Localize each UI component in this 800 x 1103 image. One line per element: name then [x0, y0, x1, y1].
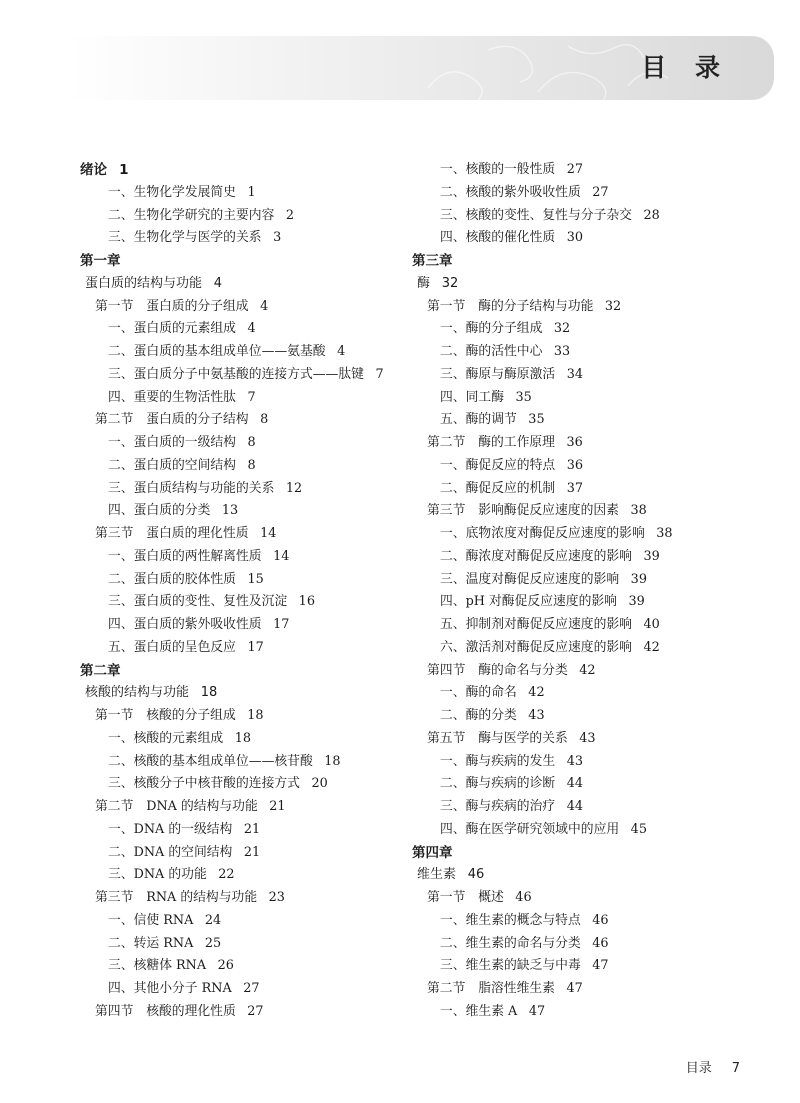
toc-entry-page: 8	[247, 457, 256, 473]
toc-entry[interactable]	[80, 682, 425, 705]
toc-entry-page: 36	[566, 435, 583, 450]
toc-entry-title: 一、蛋白质的一级结构	[108, 435, 236, 450]
toc-entry[interactable]	[412, 455, 757, 478]
toc-entry[interactable]	[80, 205, 425, 228]
toc-entry-title: 三、酶原与酶原激活	[440, 366, 556, 382]
toc-entry[interactable]	[412, 387, 757, 410]
toc-entry-page: 18	[324, 753, 341, 769]
toc-entry-title: 一、酶的分子组成	[440, 321, 543, 337]
toc-entry-page: 47	[566, 981, 583, 996]
toc-entry[interactable]	[412, 364, 757, 387]
toc-entry-page: 30	[566, 230, 583, 246]
toc-entry[interactable]	[80, 227, 425, 250]
toc-entry[interactable]	[412, 682, 757, 705]
toc-entry-title: 六、激活剂对酶促反应速度的影响	[440, 639, 632, 655]
toc-entry[interactable]	[412, 864, 757, 887]
toc-entry-title: 二、核酸的基本组成单位——核苷酸	[108, 753, 313, 769]
toc-entry-title: 一、维生素的概念与特点	[440, 912, 581, 928]
toc-entry-page: 21	[243, 844, 261, 860]
toc-entry[interactable]	[80, 705, 425, 728]
toc-entry[interactable]	[412, 978, 757, 1001]
toc-entry-title: 三、蛋白质结构与功能的关系	[108, 480, 275, 496]
toc-entry[interactable]	[412, 205, 757, 228]
toc-entry[interactable]	[80, 910, 425, 933]
toc-entry-title: 五、酶的调节	[440, 412, 517, 428]
toc-entry-page: 17	[247, 639, 264, 655]
toc-entry-title: 第四章	[412, 844, 453, 861]
toc-entry-page: 43	[566, 753, 583, 769]
page-number: 7	[731, 1061, 740, 1076]
toc-entry-title: 一、酶促反应的特点	[440, 457, 556, 473]
toc-entry-title: 第二节 DNA 的结构与功能	[95, 799, 258, 814]
toc-entry[interactable]	[412, 955, 757, 978]
toc-entry-page: 4	[213, 275, 222, 291]
toc-entry[interactable]	[80, 591, 425, 614]
toc-entry-title: 四、重要的生物活性肽	[108, 389, 236, 405]
toc-entry-title: 四、蛋白质的紫外吸收性质	[108, 617, 262, 632]
toc-entry-page: 32	[604, 298, 622, 314]
toc-entry[interactable]	[412, 751, 757, 774]
toc-entry-page: 12	[285, 480, 303, 496]
toc-entry-page: 8	[260, 412, 269, 428]
toc-entry-title: 三、核酸的变性、复性与分子杂交	[440, 207, 632, 223]
toc-entry[interactable]	[80, 364, 425, 387]
toc-entry-page: 13	[221, 503, 239, 519]
toc-entry[interactable]	[80, 250, 425, 273]
toc-entry-page: 47	[592, 958, 609, 974]
toc-entry-page: 33	[553, 344, 571, 359]
toc-entry[interactable]	[412, 569, 757, 592]
toc-entry-title: 第三节 蛋白质的理化性质	[95, 526, 249, 541]
toc-entry-page: 47	[528, 1003, 546, 1019]
toc-entry-page: 28	[643, 207, 660, 223]
toc-entry-page: 44	[566, 776, 583, 792]
toc-entry-page: 2	[285, 207, 295, 223]
toc-entry-page: 39	[643, 548, 660, 564]
toc-entry[interactable]	[412, 660, 757, 683]
toc-entry-title: 蛋白质的结构与功能	[85, 275, 203, 291]
toc-entry-page: 38	[630, 503, 647, 519]
toc-entry[interactable]	[412, 296, 757, 319]
toc-entry-page: 18	[234, 730, 251, 746]
toc-entry-title: 一、酶与疾病的发生	[440, 753, 556, 769]
toc-entry-title: 一、核酸的元素组成	[108, 730, 224, 746]
toc-entry-page: 1	[119, 162, 129, 178]
toc-entry-page: 24	[204, 912, 222, 928]
toc-entry[interactable]	[412, 478, 757, 501]
toc-entry[interactable]	[80, 978, 425, 1001]
toc-entry[interactable]	[412, 910, 757, 933]
toc-entry-page: 37	[566, 480, 583, 496]
toc-entry-title: 酶	[417, 275, 431, 291]
page-title: 目 录	[641, 53, 730, 82]
toc-entry[interactable]	[412, 182, 757, 205]
toc-entry-title: 一、生物化学发展简史	[108, 184, 236, 200]
toc-entry-title: 一、维生素 A	[440, 1003, 518, 1019]
toc-entry-title: 第一节 核酸的分子组成	[95, 708, 236, 723]
toc-entry-page: 46	[592, 935, 609, 951]
toc-entry[interactable]	[412, 819, 757, 842]
toc-entry-page: 35	[515, 389, 532, 405]
toc-entry-title: 二、酶的活性中心	[440, 344, 543, 359]
toc-entry[interactable]	[412, 500, 757, 523]
toc-entry-page: 39	[630, 571, 647, 587]
toc-entry-page: 21	[243, 821, 261, 837]
header-banner	[68, 36, 774, 100]
toc-entry[interactable]	[80, 432, 425, 455]
toc-entry-page: 46	[467, 867, 485, 883]
toc-entry-title: 四、酶在医学研究领域中的应用	[440, 821, 620, 837]
toc-entry-page: 42	[528, 685, 545, 701]
toc-entry[interactable]	[412, 250, 757, 273]
toc-entry-title: 第五节 酶与医学的关系	[427, 730, 568, 746]
toc-entry-page: 17	[273, 617, 290, 632]
page-footer	[686, 1057, 740, 1076]
toc-entry-page: 44	[566, 799, 583, 814]
toc-entry-title: 第一节 酶的分子结构与功能	[427, 298, 594, 314]
toc-entry[interactable]	[80, 296, 425, 319]
toc-entry-title: 第二节 脂溶性维生素	[427, 981, 555, 996]
toc-entry-title: 三、DNA 的功能	[108, 867, 207, 883]
toc-entry-page: 42	[579, 662, 596, 678]
toc-entry-title: 第二章	[80, 662, 121, 679]
toc-entry-title: 一、DNA 的一级结构	[108, 821, 233, 837]
toc-entry-title: 二、酶与疾病的诊断	[440, 776, 556, 792]
toc-entry-title: 第四节 酶的命名与分类	[427, 662, 568, 678]
toc-entry[interactable]	[412, 728, 757, 751]
toc-entry-title: 一、信使 RNA	[108, 912, 194, 928]
toc-entry-page: 32	[441, 275, 459, 291]
toc-entry-page: 40	[643, 617, 660, 632]
toc-entry-title: 三、生物化学与医学的关系	[108, 230, 262, 246]
toc-entry-title: 四、蛋白质的分类	[108, 503, 211, 519]
toc-entry-title: 二、维生素的命名与分类	[440, 935, 581, 951]
toc-entry[interactable]	[80, 660, 425, 683]
toc-entry-title: 核酸的结构与功能	[85, 685, 190, 701]
toc-entry[interactable]	[80, 409, 425, 432]
toc-entry[interactable]	[412, 887, 757, 910]
toc-entry-page: 8	[247, 435, 256, 450]
toc-entry-title: 第二节 酶的工作原理	[427, 435, 555, 450]
toc-entry-title: 二、蛋白质的基本组成单位——氨基酸	[108, 344, 326, 359]
toc-entry[interactable]	[412, 705, 757, 728]
toc-entry-title: 一、蛋白质的两性解离性质	[108, 548, 262, 564]
toc-entry[interactable]	[80, 182, 425, 205]
toc-entry[interactable]	[412, 637, 757, 660]
toc-entry-page: 15	[247, 571, 264, 587]
toc-entry-title: 二、酶浓度对酶促反应速度的影响	[440, 548, 632, 564]
toc-entry-title: 第一节 蛋白质的分子组成	[95, 298, 249, 314]
toc-entry-page: 39	[628, 594, 645, 610]
toc-entry-title: 二、DNA 的空间结构	[108, 844, 233, 860]
toc-entry-page: 3	[273, 230, 282, 246]
toc-entry-title: 三、维生素的缺乏与中毒	[440, 958, 581, 974]
toc-entry-page: 1	[247, 184, 256, 200]
toc-entry[interactable]	[80, 614, 425, 637]
footer-label: 目录	[685, 1061, 712, 1076]
toc-entry-page: 36	[566, 457, 583, 473]
toc-entry-page: 42	[643, 639, 660, 655]
toc-entry[interactable]	[80, 773, 425, 796]
toc-entry-page: 18	[247, 708, 264, 723]
toc-entry[interactable]	[80, 637, 425, 660]
toc-entry-title: 三、温度对酶促反应速度的影响	[440, 571, 620, 587]
toc-entry-page: 25	[204, 935, 222, 951]
toc-entry-page: 4	[260, 298, 269, 314]
toc-entry[interactable]	[412, 318, 757, 341]
toc-entry[interactable]	[412, 546, 757, 569]
toc-entry[interactable]	[412, 842, 757, 865]
toc-entry-title: 一、核酸的一般性质	[440, 162, 556, 177]
toc-entry-page: 14	[273, 548, 290, 564]
toc-entry[interactable]	[80, 796, 425, 819]
toc-entry-page: 7	[247, 389, 256, 405]
toc-entry[interactable]	[80, 546, 425, 569]
toc-entry-title: 三、核糖体 RNA	[108, 958, 207, 974]
toc-entry-page: 14	[260, 526, 277, 541]
toc-entry-page: 21	[269, 799, 286, 814]
toc-entry[interactable]	[412, 227, 757, 250]
toc-entry-page: 46	[592, 912, 609, 928]
toc-entry[interactable]	[80, 523, 425, 546]
toc-entry[interactable]	[412, 1001, 757, 1024]
toc-entry[interactable]	[80, 478, 425, 501]
toc-entry[interactable]	[412, 773, 757, 796]
toc-right-column	[412, 159, 757, 1024]
toc-entry[interactable]	[80, 864, 425, 887]
toc-entry[interactable]	[412, 341, 757, 364]
toc-entry-page: 7	[375, 366, 384, 382]
toc-entry[interactable]	[80, 273, 425, 296]
toc-entry[interactable]	[412, 523, 757, 546]
toc-entry-title: 三、蛋白质的变性、复性及沉淀	[108, 594, 288, 610]
toc-entry[interactable]	[80, 751, 425, 774]
toc-entry-page: 27	[247, 1003, 264, 1019]
toc-entry-title: 第二节 蛋白质的分子结构	[95, 412, 249, 428]
toc-entry[interactable]	[412, 933, 757, 956]
toc-entry[interactable]	[80, 933, 425, 956]
toc-entry-page: 45	[630, 821, 647, 837]
toc-entry-title: 三、蛋白质分子中氨基酸的连接方式——肽键	[108, 366, 364, 382]
toc-entry-title: 二、蛋白质的空间结构	[108, 457, 236, 473]
toc-entry-title: 绪论	[80, 162, 107, 178]
toc-entry[interactable]	[80, 341, 425, 364]
toc-entry-page: 27	[243, 981, 260, 996]
toc-entry-title: 第三节 影响酶促反应速度的因素	[427, 503, 619, 519]
toc-entry-page: 34	[566, 366, 583, 382]
toc-entry[interactable]	[412, 796, 757, 819]
toc-entry[interactable]	[80, 159, 425, 182]
toc-entry-title: 第三章	[412, 253, 453, 269]
toc-entry-title: 四、其他小分子 RNA	[108, 981, 232, 996]
toc-entry[interactable]	[80, 569, 425, 592]
toc-entry-page: 23	[268, 890, 285, 905]
toc-entry-page: 32	[553, 321, 571, 337]
toc-entry-title: 二、核酸的紫外吸收性质	[440, 184, 581, 200]
toc-entry-title: 一、底物浓度对酶促反应速度的影响	[440, 526, 645, 541]
toc-entry-title: 四、同工酶	[440, 389, 504, 405]
toc-entry-title: 维生素	[417, 867, 457, 883]
toc-entry-page: 27	[566, 162, 583, 177]
toc-entry[interactable]	[80, 1001, 425, 1024]
toc-entry-title: 三、酶与疾病的治疗	[440, 799, 556, 814]
toc-entry[interactable]	[412, 591, 757, 614]
toc-entry-page: 38	[656, 526, 673, 541]
toc-entry-title: 三、核酸分子中核苷酸的连接方式	[108, 776, 300, 792]
toc-entry[interactable]	[80, 387, 425, 410]
toc-entry-title: 一、蛋白质的元素组成	[108, 321, 236, 337]
toc-entry-page: 35	[528, 412, 545, 428]
toc-entry[interactable]	[412, 614, 757, 637]
toc-entry-title: 五、蛋白质的呈色反应	[108, 639, 236, 655]
toc-entry[interactable]	[80, 887, 425, 910]
toc-entry-title: 二、酶的分类	[440, 708, 517, 723]
toc-left-column	[80, 159, 425, 1024]
toc-entry-page: 26	[217, 958, 234, 974]
toc-entry-title: 第一节 概述	[427, 890, 504, 905]
toc-entry-page: 4	[247, 321, 256, 337]
toc-entry-page: 16	[298, 594, 315, 610]
toc-entry-page: 4	[337, 344, 346, 359]
toc-entry-title: 二、蛋白质的胶体性质	[108, 571, 236, 587]
toc-entry[interactable]	[80, 455, 425, 478]
toc-entry-title: 第三节 RNA 的结构与功能	[95, 890, 258, 905]
toc-entry-title: 第四节 核酸的理化性质	[95, 1003, 236, 1019]
toc-entry[interactable]	[80, 842, 425, 865]
toc-entry-page: 43	[579, 730, 596, 746]
toc-entry[interactable]	[412, 409, 757, 432]
toc-entry-page: 22	[218, 867, 235, 883]
toc-entry[interactable]	[80, 318, 425, 341]
toc-entry-title: 二、转运 RNA	[108, 935, 194, 951]
toc-entry-page: 18	[200, 685, 218, 701]
toc-entry-page: 20	[311, 776, 328, 792]
toc-entry[interactable]	[412, 273, 757, 296]
toc-entry[interactable]	[80, 500, 425, 523]
toc-entry-page: 43	[528, 708, 545, 723]
toc-entry-title: 五、抑制剂对酶促反应速度的影响	[440, 617, 632, 632]
toc-entry-title: 第一章	[80, 253, 121, 269]
toc-entry-title: 二、酶促反应的机制	[440, 480, 556, 496]
toc-entry[interactable]	[412, 159, 757, 182]
toc-entry-title: 四、pH 对酶促反应速度的影响	[440, 594, 617, 610]
toc-entry[interactable]	[412, 432, 757, 455]
toc-entry-page: 46	[515, 890, 532, 905]
toc-entry-page: 27	[592, 184, 609, 200]
toc-entry[interactable]	[80, 955, 425, 978]
toc-entry-title: 一、酶的命名	[440, 685, 517, 701]
toc-entry-title: 二、生物化学研究的主要内容	[108, 207, 275, 223]
toc-entry-title: 四、核酸的催化性质	[440, 230, 556, 246]
toc-entry[interactable]	[80, 728, 425, 751]
toc-entry[interactable]	[80, 819, 425, 842]
